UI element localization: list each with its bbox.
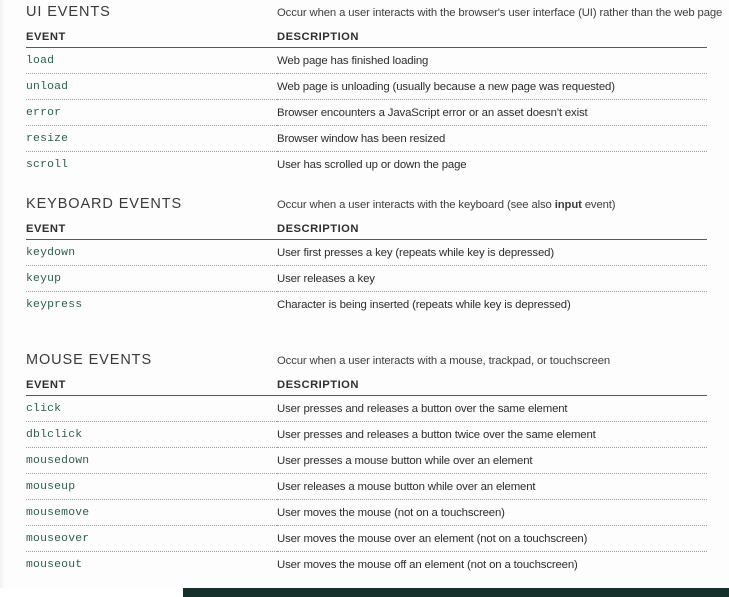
column-header-description: DESCRIPTION <box>277 372 707 396</box>
page-bottom-crop-band <box>183 588 729 597</box>
column-header-description: DESCRIPTION <box>277 216 707 240</box>
section-subtitle-prefix: Occur when a user interacts with a mouse, trackpad, or touchscreen <box>277 355 611 367</box>
event-description: User releases a mouse button while over an element <box>277 474 707 500</box>
table-row <box>26 396 707 422</box>
event-description: User presses and releases a button over the same element <box>277 396 707 422</box>
section-title: MOUSE EVENTS <box>26 352 153 368</box>
column-header-event: EVENT <box>26 372 277 396</box>
section-subtitle-prefix: Occur when a user interacts with the keyboard (see also <box>277 199 555 211</box>
section-header <box>26 4 723 24</box>
table-body <box>26 48 707 178</box>
events-table <box>26 216 707 317</box>
event-name: keypress <box>26 298 83 311</box>
event-name: dblclick <box>26 422 277 448</box>
table-header-row <box>26 372 707 396</box>
event-description: Browser encounters a JavaScript error or an asset doesn't exist <box>277 100 707 126</box>
section-subtitle <box>277 355 707 367</box>
events-table <box>26 372 707 577</box>
event-description: User presses a mouse button while over an element <box>277 448 707 474</box>
event-name: mouseover <box>26 526 277 552</box>
event-name: error <box>26 100 277 126</box>
event-description: Web page is unloading (usually because a new page was requested) <box>277 74 707 100</box>
event-description: Character is being inserted (repeats while key is depressed) <box>277 298 571 311</box>
event-name: mousedown <box>26 448 277 474</box>
event-name: scroll <box>26 158 69 171</box>
table-row <box>26 552 707 578</box>
section-subtitle-emphasis: input <box>554 199 582 211</box>
column-header-description: DESCRIPTION <box>277 24 707 48</box>
event-name: keyup <box>26 266 277 292</box>
event-name: click <box>26 396 277 422</box>
event-name: mouseup <box>26 474 277 500</box>
event-description: User moves the mouse off an element (not on a touchscreen) <box>277 558 578 571</box>
table-row <box>26 126 707 152</box>
table-row <box>26 48 707 74</box>
table-row <box>26 100 707 126</box>
event-description: User moves the mouse over an element (not on a touchscreen) <box>277 526 707 552</box>
event-description: User releases a key <box>277 266 707 292</box>
table-body <box>26 396 707 578</box>
section-subtitle <box>277 7 722 19</box>
table-row <box>26 500 707 526</box>
section-subtitle-prefix: Occur when a user interacts with the browser's user interface (UI) rather than the web page <box>277 7 723 19</box>
column-header-event: EVENT <box>26 216 277 240</box>
events-table <box>26 24 707 177</box>
table-body <box>26 240 707 318</box>
table-row <box>26 526 707 552</box>
table-row <box>26 152 707 178</box>
event-name: load <box>26 48 277 74</box>
section-mouse-events <box>26 352 707 577</box>
table-row <box>26 422 707 448</box>
page-bottom-left-margin <box>0 588 183 597</box>
table-row <box>26 266 707 292</box>
table-row <box>26 240 707 266</box>
section-subtitle <box>277 199 707 211</box>
section-subtitle-suffix: event) <box>581 199 616 211</box>
table-header-row <box>26 216 707 240</box>
table-row <box>26 448 707 474</box>
section-title: KEYBOARD EVENTS <box>26 196 183 212</box>
section-title: UI EVENTS <box>26 4 111 20</box>
table-row <box>26 74 707 100</box>
event-description: Browser window has been resized <box>277 126 707 152</box>
section-header <box>26 352 707 372</box>
section-ui-events <box>26 4 723 177</box>
section-header <box>26 196 707 216</box>
scan-edge-shadow <box>0 0 5 597</box>
event-name: keydown <box>26 240 277 266</box>
event-name: unload <box>26 74 277 100</box>
event-description: User first presses a key (repeats while key is depressed) <box>277 240 707 266</box>
event-name: mousemove <box>26 500 277 526</box>
table-row <box>26 292 707 318</box>
event-description: Web page has finished loading <box>277 48 707 74</box>
event-name: mouseout <box>26 558 83 571</box>
table-row <box>26 474 707 500</box>
section-keyboard-events <box>26 196 707 317</box>
event-description: User presses and releases a button twice over the same element <box>277 422 707 448</box>
event-description: User moves the mouse (not on a touchscreen) <box>277 500 707 526</box>
event-name: resize <box>26 126 277 152</box>
event-description: User has scrolled up or down the page <box>277 158 467 171</box>
table-header-row <box>26 24 707 48</box>
column-header-event: EVENT <box>26 24 277 48</box>
